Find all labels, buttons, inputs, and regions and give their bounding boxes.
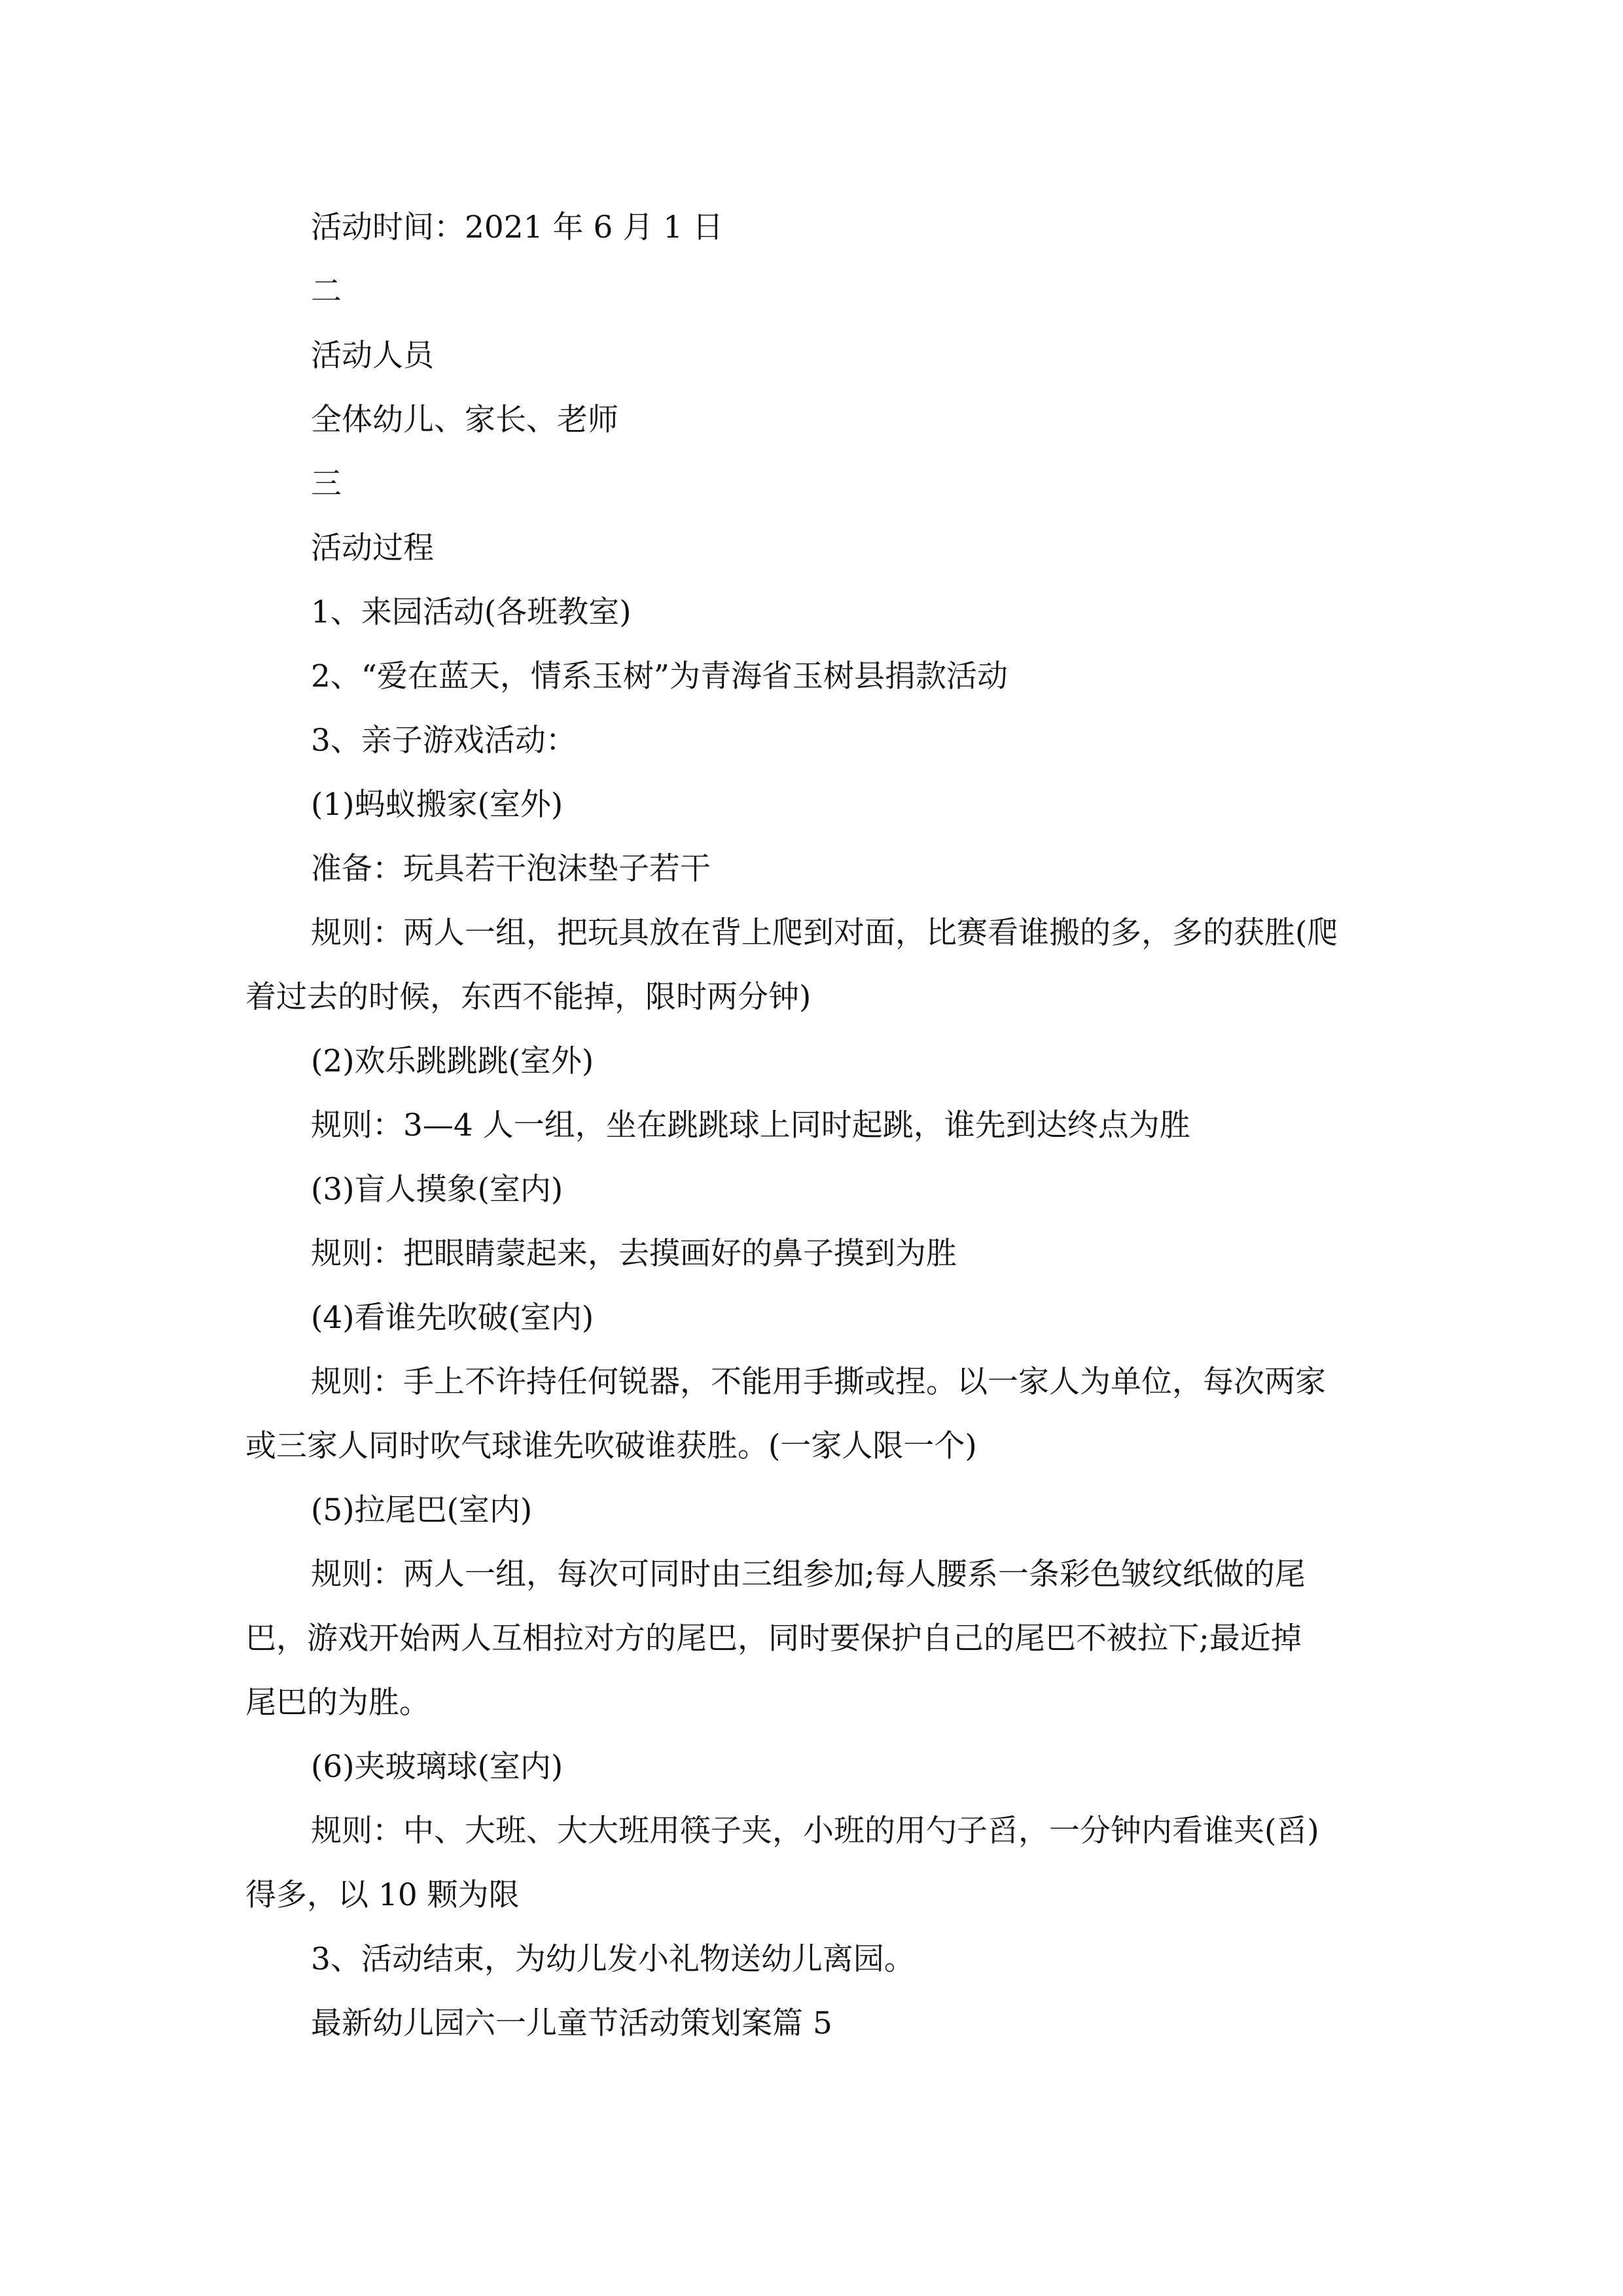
game-1-rule: 规则：两人一组，把玩具放在背上爬到对面，比赛看谁搬的多，多的获胜(爬	[311, 915, 1338, 951]
next-section-title: 最新幼儿园六一儿童节活动策划案篇 5	[311, 2005, 832, 2041]
section-number-two: 二	[311, 274, 342, 310]
game-4-title: (4)看谁先吹破(室内)	[311, 1300, 594, 1336]
process-step-3: 3、亲子游戏活动：	[311, 723, 577, 759]
game-5-rule-end: 尾巴的为胜。	[245, 1685, 430, 1721]
section-heading-process: 活动过程	[311, 530, 434, 566]
game-1-title: (1)蚂蚁搬家(室外)	[311, 787, 563, 823]
activity-time-line: 活动时间：2021 年 6 月 1 日	[311, 209, 724, 245]
game-5-rule: 规则：两人一组，每次可同时由三组参加;每人腰系一条彩色皱纹纸做的尾	[311, 1556, 1306, 1592]
game-6-rule: 规则：中、大班、大大班用筷子夹，小班的用勺子舀，一分钟内看谁夹(舀)	[311, 1813, 1319, 1849]
process-step-1: 1、来园活动(各班教室)	[311, 594, 632, 630]
game-3-title: (3)盲人摸象(室内)	[311, 1172, 563, 1208]
game-3-rule: 规则：把眼睛蒙起来，去摸画好的鼻子摸到为胜	[311, 1236, 957, 1272]
game-1-preparation: 准备：玩具若干泡沫垫子若干	[311, 851, 711, 887]
game-6-title: (6)夹玻璃球(室内)	[311, 1749, 563, 1785]
game-4-rule-continued: 或三家人同时吹气球谁先吹破谁获胜。(一家人限一个)	[245, 1428, 977, 1464]
activity-end-line: 3、活动结束，为幼儿发小礼物送幼儿离园。	[311, 1941, 915, 1977]
section-number-three: 三	[311, 466, 342, 502]
process-step-2: 2、“爱在蓝天，情系玉树”为青海省玉树县捐款活动	[311, 658, 1008, 694]
game-2-title: (2)欢乐跳跳跳(室外)	[311, 1043, 594, 1079]
participants-line: 全体幼儿、家长、老师	[311, 402, 618, 438]
game-6-rule-continued: 得多，以 10 颗为限	[245, 1877, 520, 1913]
game-1-rule-continued: 着过去的时候，东西不能掉，限时两分钟)	[245, 979, 812, 1015]
game-2-rule: 规则：3—4 人一组，坐在跳跳球上同时起跳，谁先到达终点为胜	[311, 1107, 1190, 1143]
section-heading-participants: 活动人员	[311, 338, 434, 374]
game-4-rule: 规则：手上不许持任何锐器，不能用手撕或捏。以一家人为单位，每次两家	[311, 1364, 1326, 1400]
game-5-rule-continued: 巴，游戏开始两人互相拉对方的尾巴，同时要保护自己的尾巴不被拉下;最近掉	[245, 1621, 1302, 1657]
game-5-title: (5)拉尾巴(室内)	[311, 1492, 533, 1528]
